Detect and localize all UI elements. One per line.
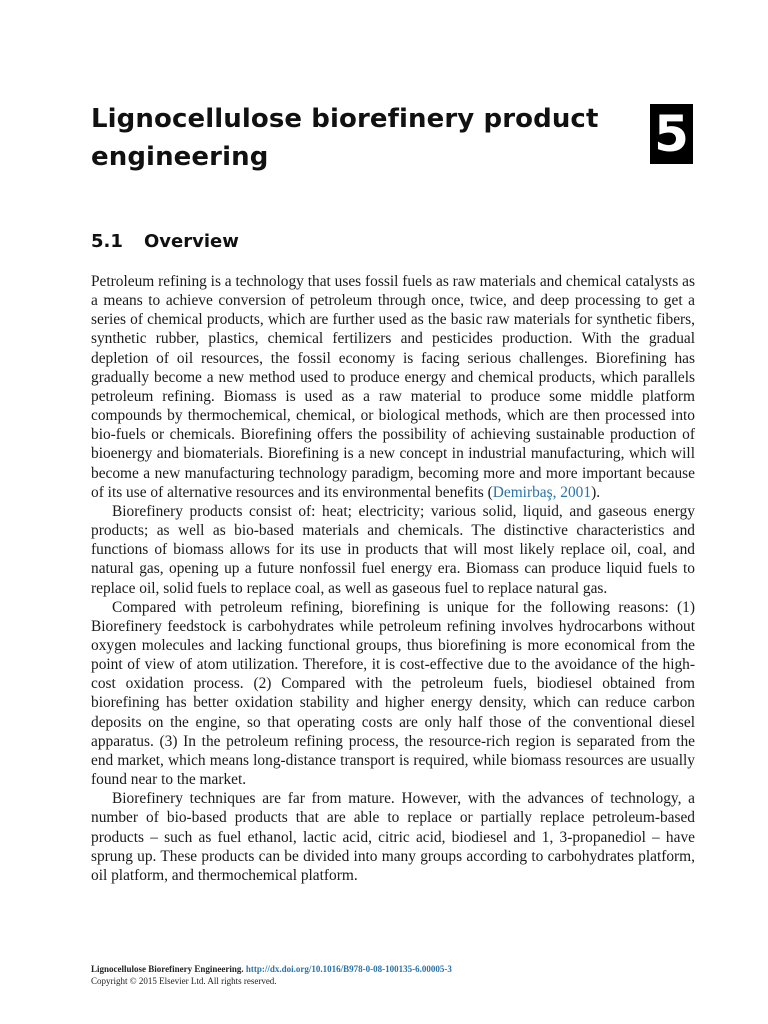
paragraph-text: ). [591, 483, 601, 501]
section-heading [91, 230, 239, 254]
section-title: Overview [144, 231, 239, 252]
footer-book-title: Lignocellulose Biorefinery Engineering. [91, 964, 244, 974]
page-footer [91, 963, 695, 987]
body-text [91, 272, 695, 885]
paragraph: Biorefinery techniques are far from mature. However, with the advances of technology, a number of bio-based products that are able to replace or partially replace petroleum-based products – such as fuel ethanol, lactic acid, citric acid, biodiesel and 1, 3-propanediol – have sprung up. These products can be divided into many groups according to carbohydrates platform, oil platform, and thermochemical platform. [91, 790, 695, 884]
paragraph: Compared with petroleum refining, biorefining is unique for the following reasons: (1) Biorefinery feedstock is carbohydrates while petroleum refining involves hydrocarbons without oxygen molecules and lacking functional groups, thus biorefining is more economical from the point of view of atom utilization. Therefore, it is cost-effective due to the avoidance of the high-cost oxidation process. (2) Compared with the petroleum fuels, biodiesel obtained from biorefining has better oxidation stability and higher energy density, which can reduce carbon deposits on the engine, so that operating costs are only half those of the conventional diesel apparatus. (3) In the petroleum refining process, the resource-rich region is separated from the end market, which means long-distance transport is required, while biomass resources are usually found near to the market. [91, 598, 695, 789]
chapter-title: Lignocellulose biorefinery product engineering [91, 104, 599, 172]
section-number: 5.1 [91, 231, 123, 252]
paragraph-text: Petroleum refining is a technology that uses fossil fuels as raw materials and chemical catalysts as a means to achieve conversion of petroleum through once, twice, and deep processing to get a series of chemical products, which are further used as the basic raw materials for synthetic fibers, synthetic rubber, plastics, chemical fertilizers and pesticides production. With the gradual depletion of oil resources, the fossil economy is facing serious challenges. Biorefining has gradually become a new method used to produce energy and chemical products, which parallels petroleum refining. Biomass is used as a raw material to produce some middle platform compounds by thermochemical, chemical, or biological methods, which are then processed into bio-fuels or chemicals. Biorefining offers the possibility of achieving sustainable production of bioenergy and biomaterials. Biorefining is a new concept in industrial manufacturing, which will become a new manufacturing technology paradigm, becoming more and more important because of its use of alternative resources and its environmental benefits ( [91, 273, 695, 501]
paragraph: Biorefinery products consist of: heat; electricity; various solid, liquid, and gaseous energy products; as well as bio-based materials and chemicals. The distinctive characteristics and functions of biomass allows for its use in products that will most likely replace oil, coal, and natural gas, opening up a future nonfossil fuel energy era. Biomass can produce liquid fuels to replace oil, solid fuels to replace coal, as well as gaseous fuel to replace natural gas. [91, 502, 695, 597]
citation-link[interactable]: Demirbaş, 2001 [492, 483, 592, 501]
footer-copyright: Copyright © 2015 Elsevier Ltd. All rights reserved. [91, 976, 277, 986]
paragraph [91, 272, 695, 502]
doi-link[interactable]: http://dx.doi.org/10.1016/B978-0-08-100135-6.00005-3 [245, 964, 452, 974]
chapter-number-badge: 5 [650, 104, 693, 164]
footer-citation-line [91, 963, 695, 975]
